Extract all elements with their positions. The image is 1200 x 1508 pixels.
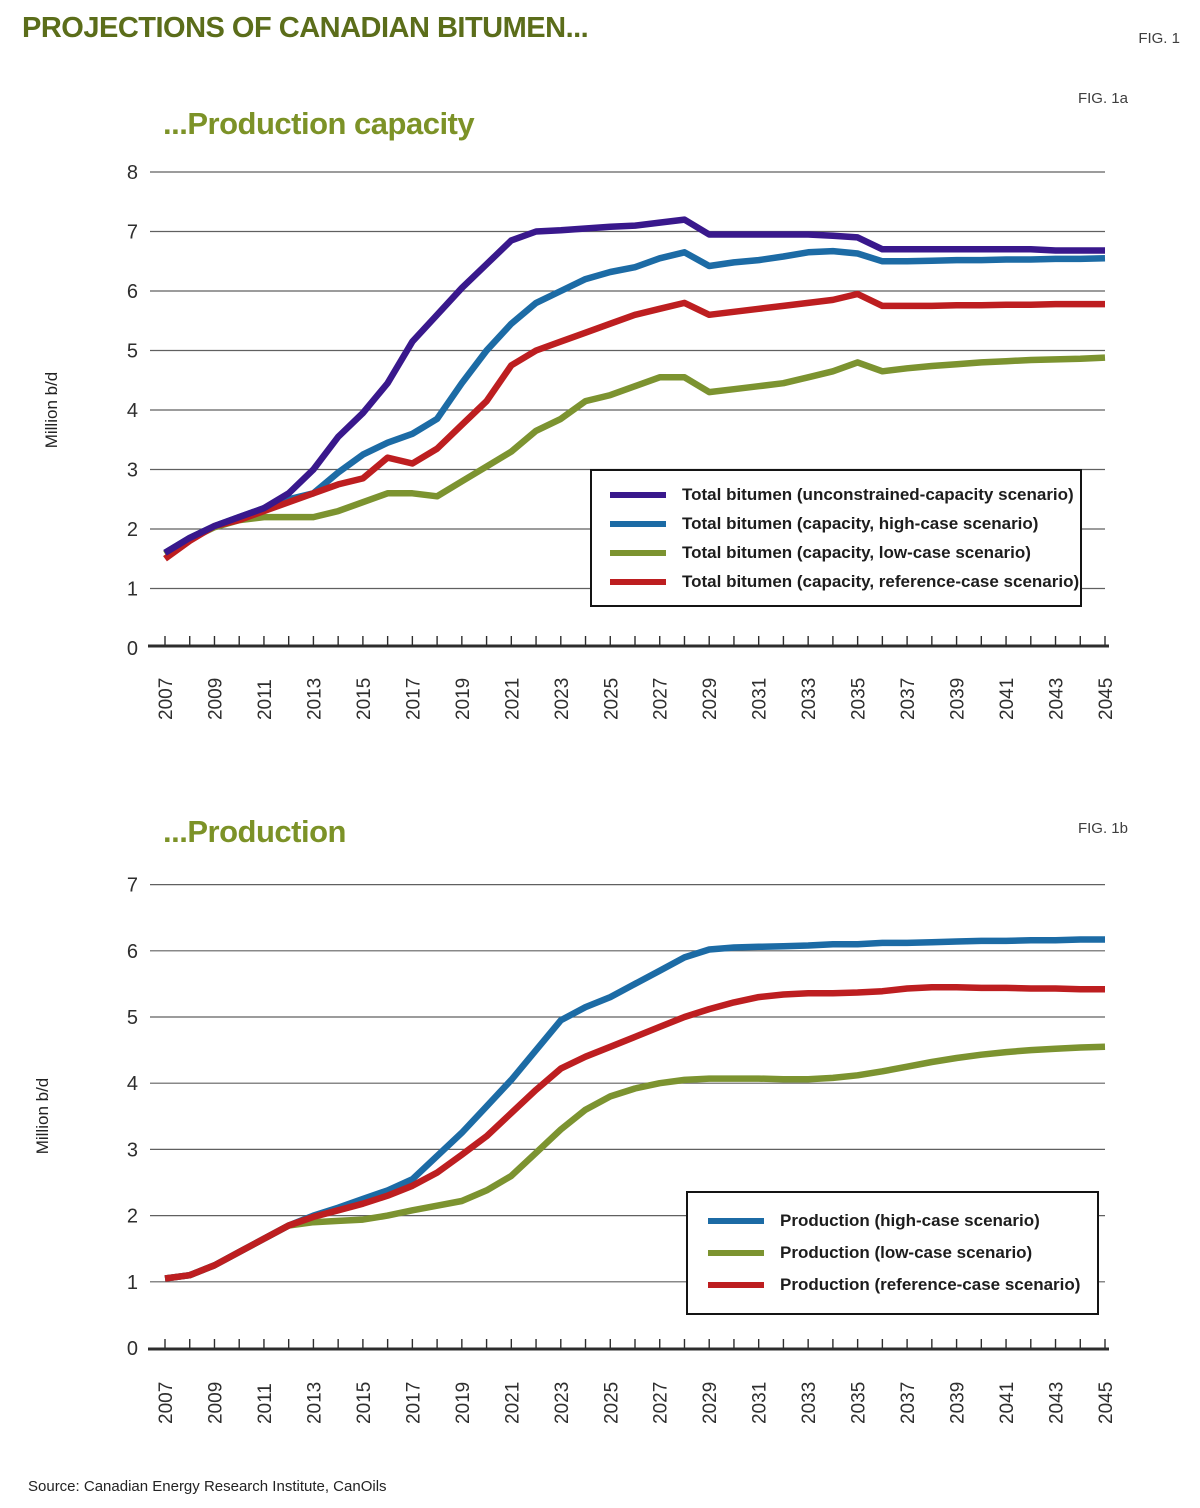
y-axis-title: Million b/d xyxy=(42,371,61,449)
x-tick-label: 2019 xyxy=(452,1381,474,1424)
y-tick-label: 8 xyxy=(126,162,138,184)
x-tick-label: 2041 xyxy=(997,677,1019,720)
legend-item-label: Total bitumen (capacity, high-case scenario) xyxy=(682,513,1039,533)
legend-item-label: Production (reference-case scenario) xyxy=(780,1275,1081,1294)
legend-item-label: Total bitumen (capacity, reference-case scenario) xyxy=(682,571,1080,591)
x-tick-label: 2033 xyxy=(799,677,821,720)
x-tick-label: 2015 xyxy=(353,677,375,720)
chart2-legend xyxy=(686,1191,1099,1315)
y-tick-label: 2 xyxy=(126,1205,138,1228)
legend-item-label: Production (low-case scenario) xyxy=(780,1243,1033,1262)
x-tick-label: 2025 xyxy=(601,1381,623,1424)
x-tick-label: 2025 xyxy=(601,677,623,720)
x-tick-label: 2021 xyxy=(502,1381,524,1424)
y-tick-label: 4 xyxy=(126,1073,138,1096)
x-tick-label: 2017 xyxy=(403,1381,425,1424)
legend-line-swatch xyxy=(708,1218,764,1224)
chart2-title: ...Production xyxy=(163,814,346,849)
x-tick-label: 2029 xyxy=(700,677,722,720)
page-title: PROJECTIONS OF CANADIAN BITUMEN... xyxy=(22,12,589,44)
x-tick-label: 2019 xyxy=(452,677,474,720)
x-tick-label: 2027 xyxy=(650,1381,672,1424)
x-tick-label: 2033 xyxy=(799,1381,821,1424)
chart2-plot xyxy=(33,875,1117,1424)
chart1-title: ...Production capacity xyxy=(163,106,475,141)
x-tick-label: 2015 xyxy=(353,1381,375,1424)
y-tick-label: 1 xyxy=(126,578,138,601)
legend-line-swatch xyxy=(610,521,666,527)
x-tick-label: 2039 xyxy=(947,1381,969,1424)
legend-item-label: Total bitumen (capacity, low-case scenario) xyxy=(682,542,1031,562)
x-tick-label: 2013 xyxy=(304,1381,326,1424)
x-tick-label: 2031 xyxy=(749,1381,771,1424)
legend-line-swatch xyxy=(610,550,666,556)
x-tick-label: 2039 xyxy=(947,677,969,720)
y-tick-label: 3 xyxy=(126,459,138,482)
legend-item-label: Total bitumen (unconstrained-capacity scenario) xyxy=(682,484,1074,504)
x-tick-label: 2007 xyxy=(156,677,177,720)
y-tick-label: 6 xyxy=(126,940,138,963)
y-tick-label: 0 xyxy=(126,1338,138,1360)
legend-line-swatch xyxy=(610,492,666,498)
x-tick-label: 2043 xyxy=(1046,1381,1068,1424)
legend-item xyxy=(610,509,1072,538)
legend-item-label: Production (high-case scenario) xyxy=(780,1211,1040,1230)
y-tick-label: 3 xyxy=(126,1139,138,1162)
y-tick-label: 1 xyxy=(126,1271,138,1294)
x-tick-label: 2029 xyxy=(700,1381,722,1424)
legend-item xyxy=(708,1269,1089,1301)
x-tick-label: 2011 xyxy=(254,679,276,720)
y-tick-label: 5 xyxy=(126,340,138,363)
x-tick-label: 2023 xyxy=(551,1381,573,1424)
fig-1a-label: FIG. 1a xyxy=(1077,90,1128,107)
x-tick-label: 2011 xyxy=(254,1383,276,1424)
x-tick-label: 2043 xyxy=(1046,677,1068,720)
x-tick-label: 2045 xyxy=(1096,677,1117,720)
y-axis-title: Million b/d xyxy=(33,1077,52,1155)
x-tick-label: 2009 xyxy=(205,677,227,720)
x-tick-label: 2035 xyxy=(848,677,870,720)
legend-item xyxy=(708,1205,1089,1237)
x-tick-label: 2041 xyxy=(997,1381,1019,1424)
legend-item xyxy=(610,480,1072,509)
fig-1-label: FIG. 1 xyxy=(1138,30,1180,47)
x-tick-label: 2021 xyxy=(502,677,524,720)
y-tick-label: 5 xyxy=(126,1007,138,1029)
y-tick-label: 6 xyxy=(126,281,138,303)
x-tick-label: 2009 xyxy=(205,1381,227,1424)
fig-1b-label: FIG. 1b xyxy=(1077,820,1128,837)
legend-line-swatch xyxy=(708,1282,764,1288)
x-tick-label: 2037 xyxy=(898,1381,920,1424)
x-tick-label: 2045 xyxy=(1096,1381,1117,1424)
y-tick-label: 4 xyxy=(126,400,138,422)
legend-item xyxy=(610,538,1072,567)
y-tick-label: 0 xyxy=(126,638,138,660)
x-tick-label: 2037 xyxy=(898,677,920,720)
y-tick-label: 7 xyxy=(126,874,138,897)
y-tick-label: 2 xyxy=(126,519,138,541)
x-tick-label: 2023 xyxy=(551,677,573,720)
legend-line-swatch xyxy=(708,1250,764,1256)
chart1-plot xyxy=(42,162,1117,720)
y-tick-label: 7 xyxy=(126,221,138,244)
legend-line-swatch xyxy=(610,579,666,585)
x-tick-label: 2031 xyxy=(749,677,771,720)
legend-item xyxy=(708,1237,1089,1269)
x-tick-label: 2035 xyxy=(848,1381,870,1424)
x-tick-label: 2007 xyxy=(156,1381,177,1424)
x-tick-label: 2027 xyxy=(650,677,672,720)
source-note: Source: Canadian Energy Research Institute, CanOils xyxy=(28,1478,387,1495)
legend-item xyxy=(610,567,1080,596)
chart1-legend xyxy=(590,469,1082,607)
x-tick-label: 2013 xyxy=(304,677,326,720)
x-tick-label: 2017 xyxy=(403,677,425,720)
